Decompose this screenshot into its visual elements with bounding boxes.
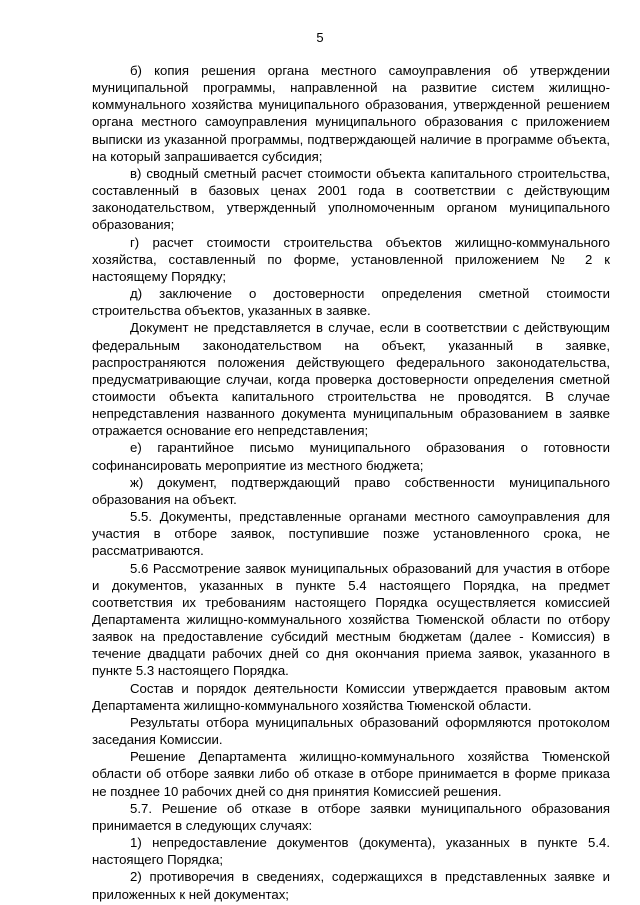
document-body (92, 62, 610, 903)
paragraph-selection-results: Результаты отбора муниципальных образований оформляются протоколом заседания Комиссии. (92, 714, 610, 748)
page-number: 5 (316, 30, 324, 45)
paragraph-section-5-6: 5.6 Рассмотрение заявок муниципальных образований для участия в отборе и документов, указанных в пункте 5.4 настоящего Порядка, на предмет соответствия их требованиям настоящего Порядка осуществляется комиссией Департамента жилищно-коммунального хозяйства Тюменской области по отбору заявок на предоставление субсидий местным бюджетам (далее - Комиссия) в течение двадцати рабочих дней со дня окончания приема заявок, указанного в пункте 5.3 настоящего Порядка. (92, 560, 610, 679)
paragraph-department-decision: Решение Департамента жилищно-коммунального хозяйства Тюменской области об отборе заявки либо об отказе в отборе принимается в форме приказа не позднее 10 рабочих дней со дня принятия Комиссией решения. (92, 749, 610, 799)
paragraph-refusal-reason-2: 2) противоречия в сведениях, содержащихся в представленных заявке и приложенных к ней документах; (92, 869, 610, 902)
paragraph-item-e: е) гарантийное письмо муниципального образования о готовности софинансировать мероприятие из местного бюджета; (92, 440, 610, 473)
paragraph-item-d: д) заключение о достоверности определения сметной стоимости строительства объектов, указанных в заявке. (92, 286, 610, 319)
paragraph-item-g: г) расчет стоимости строительства объектов жилищно-коммунального хозяйства, составленный по форме, установленной приложением № 2 к настоящему Порядку; (92, 234, 610, 284)
paragraph-section-5-7: 5.7. Решение об отказе в отборе заявки муниципального образования принимается в следующих случаях: (92, 800, 610, 833)
paragraph-section-5-5: 5.5. Документы, представленные органами местного самоуправления для участия в отборе заявок, поступившие позже установленного срока, не рассматриваются. (92, 509, 610, 559)
paragraph-exemption-note: Документ не представляется в случае, если в соответствии с действующим федеральным законодательством на объект, указанный в заявке, распространяются положения действующего федерального законодательства, предусматривающие случаи, когда проверка достоверности определения сметной стоимости объекта капитального строительства не проводятся. В случае непредставления названного документа муниципальным образованием в заявке отражается основание его непредставления; (92, 320, 610, 439)
paragraph-item-zh: ж) документ, подтверждающий право собственности муниципального образования на объект. (92, 474, 610, 507)
paragraph-item-b: б) копия решения органа местного самоуправления об утверждении муниципальной программы, направленной на развитие систем жилищно-коммунального хозяйства муниципального образования, утвержденной решением органа местного самоуправления муниципального образования с приложением выписки из указанной программы, подтверждающей наличие в программе объекта, на который запрашивается субсидия; (92, 63, 610, 164)
paragraph-refusal-reason-1: 1) непредоставление документов (документа), указанных в пункте 5.4. настоящего Порядка; (92, 835, 610, 868)
paragraph-commission-composition: Состав и порядок деятельности Комиссии утверждается правовым актом Департамента жилищно-коммунального хозяйства Тюменской области. (92, 680, 610, 713)
paragraph-item-v: в) сводный сметный расчет стоимости объекта капитального строительства, составленный в базовых ценах 2001 года в соответствии с действующим законодательством, утвержденный уполномоченным органом муниципального образования; (92, 165, 610, 233)
